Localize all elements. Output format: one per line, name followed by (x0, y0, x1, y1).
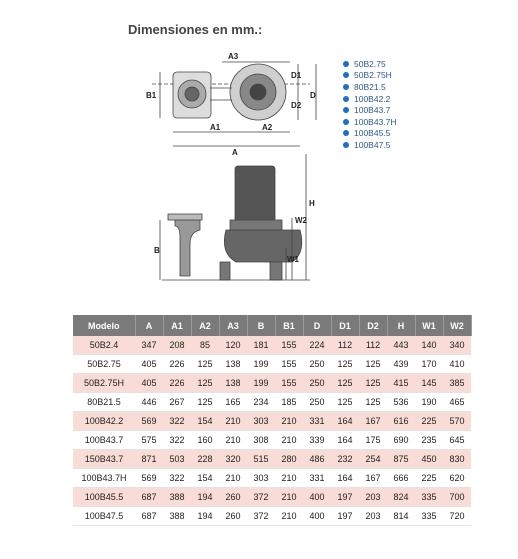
value-cell: 165 (219, 393, 247, 412)
model-cell: 150B43.7 (73, 450, 135, 469)
value-cell: 112 (331, 336, 359, 355)
label-A2: A2 (262, 123, 273, 132)
value-cell: 700 (443, 488, 471, 507)
page-title: Dimensiones en mm.: (128, 22, 263, 37)
value-cell: 190 (415, 393, 443, 412)
value-cell: 194 (191, 488, 219, 507)
value-cell: 388 (163, 507, 191, 526)
value-cell: 824 (387, 488, 415, 507)
value-cell: 570 (443, 412, 471, 431)
value-cell: 645 (443, 431, 471, 450)
value-cell: 250 (303, 355, 331, 374)
value-cell: 167 (359, 412, 387, 431)
value-cell: 372 (247, 507, 275, 526)
value-cell: 830 (443, 450, 471, 469)
value-cell: 415 (387, 374, 415, 393)
label-W1: W1 (287, 255, 299, 264)
value-cell: 250 (303, 393, 331, 412)
value-cell: 224 (303, 336, 331, 355)
label-A1: A1 (210, 123, 221, 132)
bullet-icon (343, 119, 349, 125)
bullet-icon (343, 61, 349, 67)
value-cell: 145 (415, 374, 443, 393)
table-row (73, 450, 471, 469)
column-header: D2 (359, 315, 387, 336)
value-cell: 439 (387, 355, 415, 374)
value-cell: 197 (331, 507, 359, 526)
value-cell: 405 (135, 355, 163, 374)
list-item: 100B47.5 (343, 139, 397, 151)
value-cell: 138 (219, 355, 247, 374)
value-cell: 203 (359, 507, 387, 526)
model-cell: 100B43.7 (73, 431, 135, 450)
table-row (73, 469, 471, 488)
value-cell: 208 (163, 336, 191, 355)
value-cell: 385 (443, 374, 471, 393)
table-row (73, 431, 471, 450)
value-cell: 210 (219, 431, 247, 450)
column-header: A2 (191, 315, 219, 336)
value-cell: 400 (303, 488, 331, 507)
label-B1: B1 (146, 91, 157, 100)
column-header: A1 (163, 315, 191, 336)
value-cell: 388 (163, 488, 191, 507)
table-row (73, 488, 471, 507)
value-cell: 234 (247, 393, 275, 412)
value-cell: 331 (303, 469, 331, 488)
table-row (73, 374, 471, 393)
value-cell: 871 (135, 450, 163, 469)
bullet-icon (343, 72, 349, 78)
bullet-icon (343, 84, 349, 90)
value-cell: 486 (303, 450, 331, 469)
list-item: 50B2.75 (343, 58, 397, 70)
value-cell: 226 (163, 355, 191, 374)
value-cell: 465 (443, 393, 471, 412)
value-cell: 125 (191, 393, 219, 412)
value-cell: 125 (191, 374, 219, 393)
label-A3: A3 (228, 52, 239, 61)
value-cell: 125 (331, 374, 359, 393)
table-row (73, 336, 471, 355)
value-cell: 347 (135, 336, 163, 355)
value-cell: 267 (163, 393, 191, 412)
value-cell: 280 (275, 450, 303, 469)
value-cell: 303 (247, 469, 275, 488)
label-D2: D2 (291, 101, 302, 110)
value-cell: 120 (219, 336, 247, 355)
value-cell: 125 (331, 355, 359, 374)
column-header: Modelo (73, 315, 135, 336)
value-cell: 575 (135, 431, 163, 450)
value-cell: 185 (275, 393, 303, 412)
value-cell: 250 (303, 374, 331, 393)
model-cell: 100B43.7H (73, 469, 135, 488)
label-B: B (154, 246, 160, 255)
value-cell: 210 (275, 431, 303, 450)
value-cell: 720 (443, 507, 471, 526)
table-row (73, 412, 471, 431)
value-cell: 210 (275, 507, 303, 526)
list-item: 100B43.7H (343, 116, 397, 128)
value-cell: 167 (359, 469, 387, 488)
model-cell: 50B2.75H (73, 374, 135, 393)
value-cell: 164 (331, 431, 359, 450)
value-cell: 503 (163, 450, 191, 469)
value-cell: 446 (135, 393, 163, 412)
model-cell: 50B2.75 (73, 355, 135, 374)
pump-dimension-drawing (140, 48, 340, 303)
value-cell: 164 (331, 469, 359, 488)
value-cell: 228 (191, 450, 219, 469)
value-cell: 155 (275, 336, 303, 355)
label-D: D (310, 91, 316, 100)
value-cell: 410 (443, 355, 471, 374)
bullet-icon (343, 142, 349, 148)
value-cell: 814 (387, 507, 415, 526)
value-cell: 616 (387, 412, 415, 431)
column-header: D1 (331, 315, 359, 336)
value-cell: 210 (275, 469, 303, 488)
value-cell: 199 (247, 374, 275, 393)
value-cell: 154 (191, 469, 219, 488)
value-cell: 125 (191, 355, 219, 374)
column-header: H (387, 315, 415, 336)
label-W2: W2 (295, 216, 307, 225)
value-cell: 666 (387, 469, 415, 488)
value-cell: 322 (163, 412, 191, 431)
bullet-icon (343, 130, 349, 136)
value-cell: 203 (359, 488, 387, 507)
value-cell: 225 (415, 412, 443, 431)
column-header: D (303, 315, 331, 336)
label-A: A (232, 148, 238, 157)
list-item: 100B42.2 (343, 93, 397, 105)
table-row (73, 393, 471, 412)
value-cell: 260 (219, 488, 247, 507)
value-cell: 569 (135, 469, 163, 488)
column-header: W2 (443, 315, 471, 336)
value-cell: 125 (359, 393, 387, 412)
model-list (343, 58, 397, 151)
value-cell: 515 (247, 450, 275, 469)
model-cell: 100B45.5 (73, 488, 135, 507)
value-cell: 405 (135, 374, 163, 393)
label-H: H (309, 199, 315, 208)
column-header: A (135, 315, 163, 336)
column-header: B (247, 315, 275, 336)
value-cell: 210 (275, 412, 303, 431)
list-item: 100B43.7 (343, 104, 397, 116)
value-cell: 687 (135, 507, 163, 526)
value-cell: 443 (387, 336, 415, 355)
value-cell: 210 (275, 488, 303, 507)
value-cell: 154 (191, 412, 219, 431)
value-cell: 181 (247, 336, 275, 355)
value-cell: 254 (359, 450, 387, 469)
value-cell: 331 (303, 412, 331, 431)
bullet-icon (343, 96, 349, 102)
value-cell: 232 (331, 450, 359, 469)
value-cell: 125 (359, 355, 387, 374)
model-cell: 100B42.2 (73, 412, 135, 431)
value-cell: 85 (191, 336, 219, 355)
value-cell: 620 (443, 469, 471, 488)
value-cell: 400 (303, 507, 331, 526)
value-cell: 170 (415, 355, 443, 374)
value-cell: 194 (191, 507, 219, 526)
value-cell: 125 (331, 393, 359, 412)
value-cell: 875 (387, 450, 415, 469)
value-cell: 210 (219, 412, 247, 431)
value-cell: 197 (331, 488, 359, 507)
column-header: A3 (219, 315, 247, 336)
value-cell: 450 (415, 450, 443, 469)
value-cell: 322 (163, 431, 191, 450)
value-cell: 339 (303, 431, 331, 450)
column-header: B1 (275, 315, 303, 336)
model-cell: 80B21.5 (73, 393, 135, 412)
value-cell: 199 (247, 355, 275, 374)
table-header-row (73, 315, 471, 336)
value-cell: 690 (387, 431, 415, 450)
value-cell: 322 (163, 469, 191, 488)
value-cell: 335 (415, 507, 443, 526)
value-cell: 125 (359, 374, 387, 393)
model-cell: 50B2.4 (73, 336, 135, 355)
value-cell: 308 (247, 431, 275, 450)
value-cell: 225 (415, 469, 443, 488)
column-header: W1 (415, 315, 443, 336)
value-cell: 303 (247, 412, 275, 431)
model-cell: 100B47.5 (73, 507, 135, 526)
value-cell: 210 (219, 469, 247, 488)
value-cell: 260 (219, 507, 247, 526)
value-cell: 175 (359, 431, 387, 450)
value-cell: 160 (191, 431, 219, 450)
list-item: 80B21.5 (343, 81, 397, 93)
value-cell: 164 (331, 412, 359, 431)
value-cell: 155 (275, 355, 303, 374)
table-row (73, 507, 471, 526)
value-cell: 112 (359, 336, 387, 355)
label-D1: D1 (291, 71, 302, 80)
value-cell: 155 (275, 374, 303, 393)
value-cell: 569 (135, 412, 163, 431)
value-cell: 340 (443, 336, 471, 355)
bullet-icon (343, 107, 349, 113)
value-cell: 320 (219, 450, 247, 469)
value-cell: 138 (219, 374, 247, 393)
value-cell: 687 (135, 488, 163, 507)
dimensions-table (73, 315, 472, 526)
value-cell: 536 (387, 393, 415, 412)
value-cell: 235 (415, 431, 443, 450)
value-cell: 335 (415, 488, 443, 507)
value-cell: 226 (163, 374, 191, 393)
list-item: 100B45.5 (343, 128, 397, 140)
table-row (73, 355, 471, 374)
value-cell: 372 (247, 488, 275, 507)
list-item: 50B2.75H (343, 70, 397, 82)
value-cell: 140 (415, 336, 443, 355)
